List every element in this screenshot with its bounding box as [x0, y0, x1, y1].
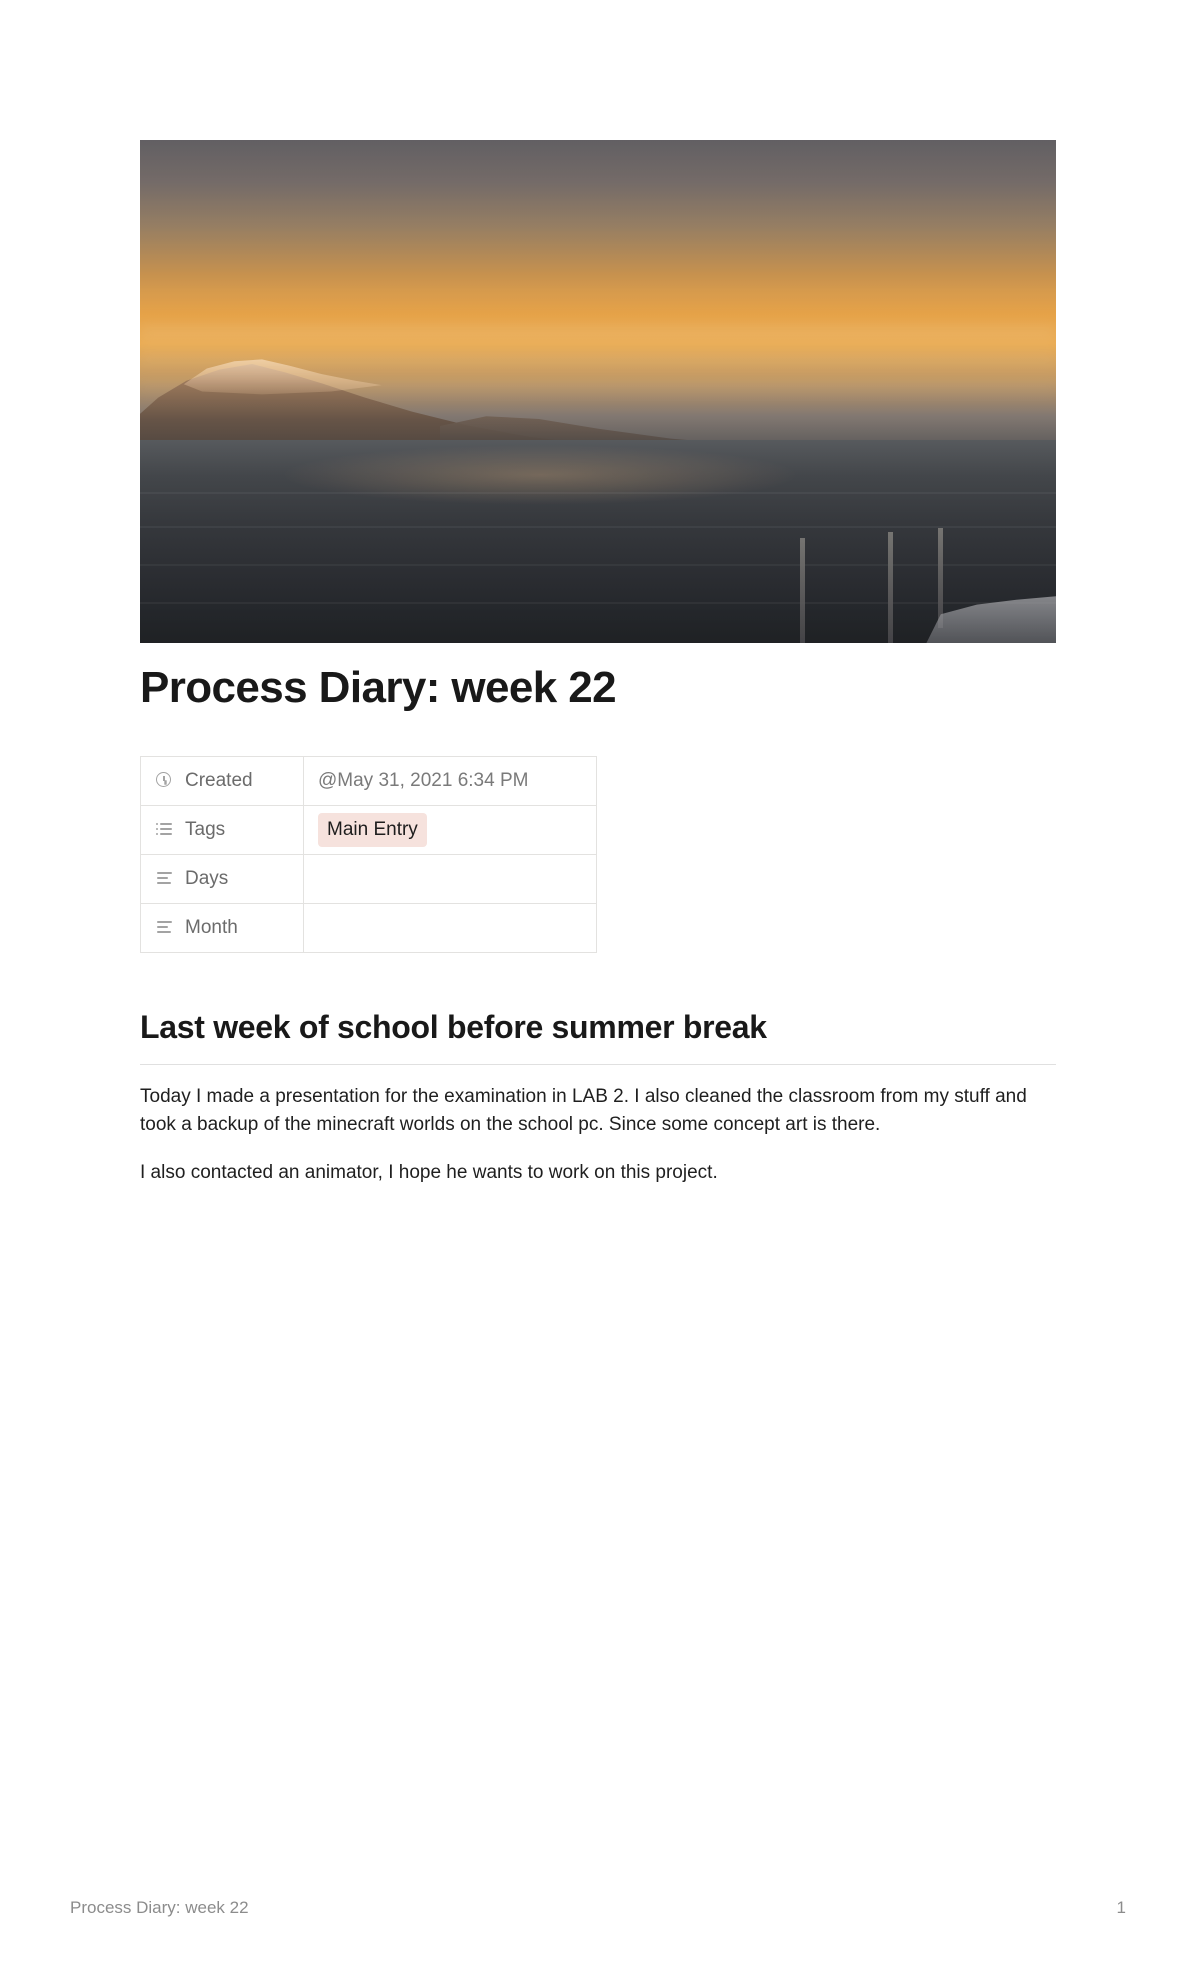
cover-fence-post	[888, 532, 893, 643]
cover-wave	[140, 526, 1056, 528]
section-heading: Last week of school before summer break	[140, 1008, 767, 1045]
cover-wave	[140, 602, 1056, 604]
multi-select-icon	[155, 820, 174, 839]
property-label: Days	[185, 867, 229, 889]
property-row-created	[141, 756, 597, 805]
property-key-tags	[141, 805, 304, 854]
property-value-days[interactable]	[304, 854, 597, 903]
properties-table	[140, 756, 597, 953]
property-row-days	[141, 854, 597, 903]
cover-cloud	[140, 326, 1056, 352]
page-title: Process Diary: week 22	[140, 663, 616, 712]
cover-wave	[140, 492, 1056, 494]
property-label: Month	[185, 916, 238, 938]
cover-fence-post	[800, 538, 805, 643]
cover-sun-glare	[280, 445, 800, 505]
property-key-days	[141, 854, 304, 903]
page-footer	[70, 1898, 1126, 1918]
property-value-month[interactable]	[304, 903, 597, 952]
footer-page-number: 1	[1116, 1898, 1126, 1917]
body-paragraph: Today I made a presentation for the examination in LAB 2. I also cleaned the classroom from my stuff and took a backup of the minecraft worlds on the school pc. Since some concept art is there.	[140, 1085, 1027, 1135]
status-badge[interactable]: Main Entry	[318, 813, 427, 847]
property-label: Tags	[185, 818, 226, 840]
property-value-tags[interactable]	[304, 805, 597, 854]
property-row-month	[141, 903, 597, 952]
clock-icon	[155, 771, 174, 790]
text-icon	[155, 869, 174, 888]
cover-wave	[140, 564, 1056, 566]
heading-divider	[140, 1064, 1056, 1065]
footer-title: Process Diary: week 22	[70, 1898, 249, 1917]
cover-fence-post	[938, 528, 943, 628]
property-value-created[interactable]: @May 31, 2021 6:34 PM	[304, 756, 597, 805]
body-paragraph: I also contacted an animator, I hope he wants to work on this project.	[140, 1161, 718, 1183]
cover-image	[140, 140, 1056, 643]
text-icon	[155, 918, 174, 937]
property-row-tags	[141, 805, 597, 854]
property-key-created	[141, 756, 304, 805]
property-key-month	[141, 903, 304, 952]
property-label: Created	[185, 769, 253, 791]
